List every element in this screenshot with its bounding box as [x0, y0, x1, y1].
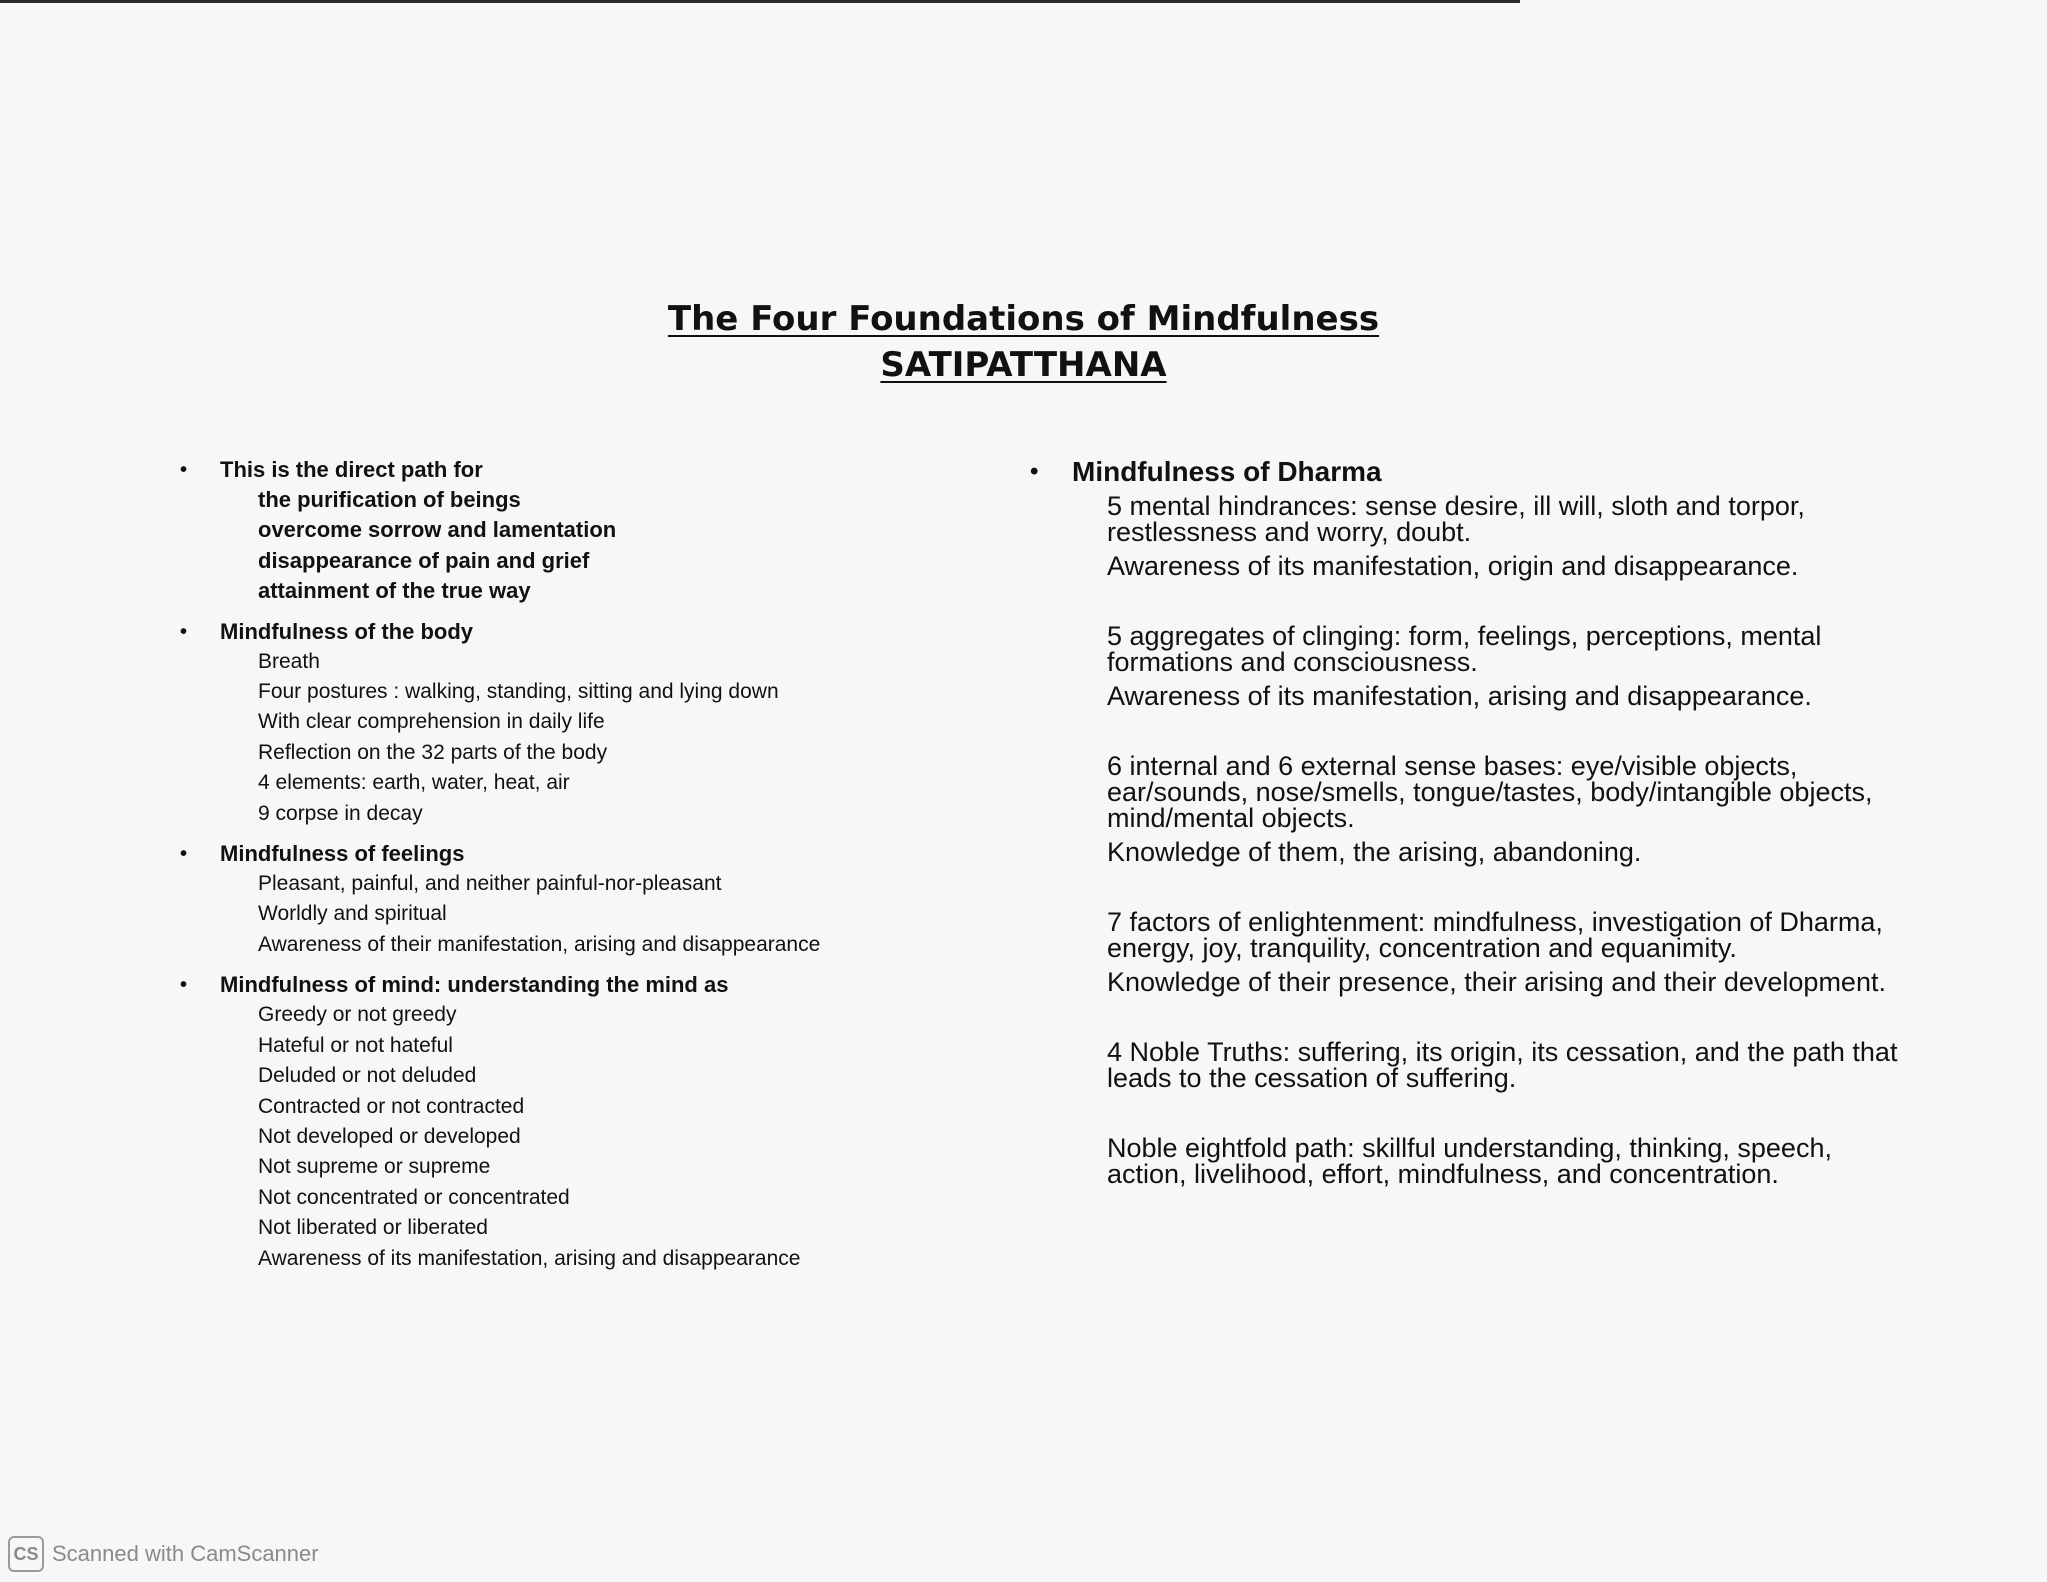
title-block: [0, 296, 2047, 388]
section-direct-path: [180, 455, 940, 607]
camscanner-logo-icon: CS: [8, 1536, 44, 1572]
section-feelings: [180, 839, 940, 960]
list-item: Not liberated or liberated: [258, 1216, 488, 1240]
list-item: Awareness of its manifestation, arising and disappearance: [258, 1246, 801, 1270]
paragraph-sense-bases: 6 internal and 6 external sense bases: eye/visible objects, ear/sounds, nose/smells, tongue/tastes, body/intangible objects, mind/mental objects.: [1107, 751, 1873, 833]
list-item: disappearance of pain and grief: [258, 547, 590, 573]
list-item: Not concentrated or concentrated: [258, 1185, 570, 1209]
paragraph-hindrances: 5 mental hindrances: sense desire, ill will, sloth and torpor, restlessness and worry, doubt.: [1107, 491, 1805, 547]
bullet-icon: •: [180, 620, 188, 643]
list-item: Four postures : walking, standing, sitting and lying down: [258, 680, 779, 704]
list-item: the purification of beings: [258, 487, 521, 512]
page-title: The Four Foundations of Mindfulness: [667, 299, 1380, 339]
dharma-items: [1107, 493, 1910, 1187]
bullet-icon: •: [180, 974, 188, 997]
section-heading-text: This is the direct path for: [220, 457, 483, 482]
left-column: [180, 455, 940, 1284]
section-body: [180, 617, 940, 829]
list-item: Not supreme or supreme: [258, 1155, 491, 1179]
right-column: [1030, 453, 1910, 1215]
list-item: Greedy or not greedy: [258, 1003, 457, 1027]
paragraph-aggregates: 5 aggregates of clinging: form, feelings, perceptions, mental formations and consciousness.: [1107, 621, 1822, 677]
list-item: Reflection on the 32 parts of the body: [258, 740, 608, 764]
section-heading-text: Mindfulness of Dharma: [1072, 456, 1382, 487]
section-heading-text: Mindfulness of the body: [220, 618, 473, 644]
paragraph-sense-bases-knowledge: Knowledge of them, the arising, abandoning.: [1107, 837, 1642, 867]
page-subtitle: SATIPATTHANA: [880, 345, 1167, 385]
watermark-text: Scanned with CamScanner: [52, 1541, 319, 1566]
list-item: 4 elements: earth, water, heat, air: [258, 771, 570, 795]
section-heading: [180, 839, 940, 869]
bullet-icon: •: [180, 843, 188, 866]
list-item: Worldly and spiritual: [258, 902, 447, 926]
paragraph-eightfold-path: Noble eightfold path: skillful understanding, thinking, speech, action, livelihood, effort, mindfulness, and concentration.: [1107, 1133, 1832, 1189]
list-item: Awareness of their manifestation, arising and disappearance: [258, 932, 821, 956]
list-item: With clear comprehension in daily life: [258, 710, 605, 734]
section-mind: [180, 970, 940, 1274]
list-item: Breath: [258, 649, 320, 673]
scanner-watermark: [8, 1536, 319, 1572]
bullet-icon: •: [180, 459, 188, 481]
paragraph-enlightenment-knowledge: Knowledge of their presence, their arising and their development.: [1107, 967, 1886, 997]
section-heading: [180, 617, 940, 647]
list-item: Not developed or developed: [258, 1124, 521, 1148]
paragraph-hindrances-awareness: Awareness of its manifestation, origin and disappearance.: [1107, 551, 1799, 581]
section-heading: [1030, 453, 1910, 491]
paragraph-enlightenment-factors: 7 factors of enlightenment: mindfulness, investigation of Dharma, energy, joy, tranquility, concentration and equanimity.: [1107, 907, 1883, 963]
section-heading-text: Mindfulness of mind: understanding the mind as: [220, 972, 729, 998]
list-item: Pleasant, painful, and neither painful-nor-pleasant: [258, 872, 722, 896]
scan-top-edge: [0, 0, 1520, 3]
paragraph-noble-truths: 4 Noble Truths: suffering, its origin, its cessation, and the path that leads to the cessation of suffering.: [1107, 1037, 1898, 1093]
paragraph-aggregates-awareness: Awareness of its manifestation, arising and disappearance.: [1107, 681, 1812, 711]
section-heading: [180, 970, 940, 1000]
list-item: attainment of the true way: [258, 578, 531, 604]
list-item: Contracted or not contracted: [258, 1094, 525, 1118]
section-heading-text: Mindfulness of feelings: [220, 841, 465, 867]
list-item: 9 corpse in decay: [258, 801, 423, 825]
section-heading: [180, 455, 940, 485]
list-item: overcome sorrow and lamentation: [258, 517, 617, 543]
bullet-icon: •: [1030, 458, 1039, 485]
list-item: Hateful or not hateful: [258, 1033, 453, 1057]
list-item: Deluded or not deluded: [258, 1064, 477, 1088]
